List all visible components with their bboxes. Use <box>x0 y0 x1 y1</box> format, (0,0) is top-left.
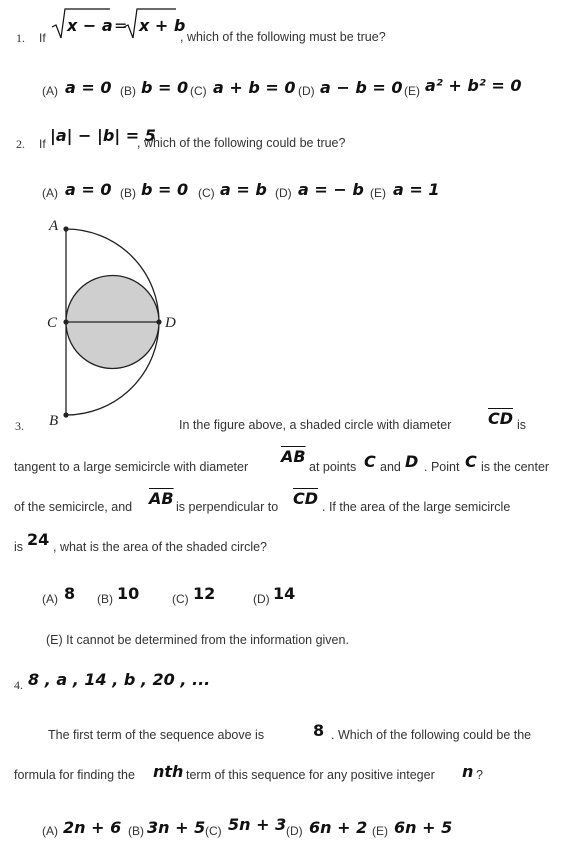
q3-line3-a: of the semicircle, and <box>14 500 133 514</box>
q3-choice-c[interactable]: 12 <box>193 584 216 603</box>
q4-choice-b[interactable]: 3n + 5 <box>147 818 206 837</box>
q2-choice-d-letter[interactable]: (D) <box>275 186 292 200</box>
q3-number: 3. <box>15 419 24 433</box>
q1-prompt: , which of the following must be true? <box>180 30 386 44</box>
q3-line3-b: is perpendicular to <box>176 500 279 514</box>
q2-choice-d[interactable]: a = − b <box>298 180 364 199</box>
q2-choice-c-letter[interactable]: (C) <box>198 186 215 200</box>
q3-line2-b: at points <box>309 460 357 474</box>
q3-choice-b-letter[interactable]: (B) <box>97 592 113 606</box>
q2-if: If <box>39 137 46 151</box>
q3-choice-d[interactable]: 14 <box>273 584 296 603</box>
q1-number: 1. <box>16 31 25 45</box>
q1-choice-b[interactable]: b = 0 <box>141 78 189 97</box>
label-a: A <box>49 218 59 234</box>
q4-choice-e[interactable]: 6n + 5 <box>394 818 453 837</box>
q1-choice-d-letter[interactable]: (D) <box>298 84 315 98</box>
point-b <box>63 412 68 417</box>
q4-choice-c-letter[interactable]: (C) <box>205 824 222 838</box>
q1-radical-equation <box>50 6 186 40</box>
q1-choice-a-letter[interactable]: (A) <box>42 84 58 98</box>
q3-area: 24 <box>27 530 50 549</box>
q3-choice-a[interactable]: 8 <box>64 584 76 603</box>
q3-pt-c-2: C <box>465 452 477 471</box>
q4-line2-b: term of this sequence for any positive integer <box>186 768 435 782</box>
q1-choice-d[interactable]: a − b = 0 <box>320 78 403 97</box>
q4-nth: nth <box>153 762 184 781</box>
q2-abs-expression: |a| − |b| = 5 <box>50 126 156 145</box>
q2-prompt: , which of the following could be true? <box>137 136 346 150</box>
q4-line1-b: . Which of the following could be the <box>331 728 532 742</box>
q1-choice-a[interactable]: a = 0 <box>65 78 112 97</box>
q4-first-term: 8 <box>313 721 325 740</box>
q3-choice-b[interactable]: 10 <box>117 584 140 603</box>
q4-choice-a[interactable]: 2n + 6 <box>63 818 122 837</box>
q2-choice-e-letter[interactable]: (E) <box>370 186 386 200</box>
q3-line4-b: , what is the area of the shaded circle? <box>53 540 268 554</box>
q4-sequence: 8 , a , 14 , b , 20 , ... <box>28 670 211 689</box>
q3-line4-a: is <box>14 540 24 554</box>
label-b: B <box>49 413 59 429</box>
q3-seg-cd-2: $\overline{CD}$ <box>293 489 319 508</box>
label-d: D <box>165 315 176 331</box>
q3-line3-c: . If the area of the large semicircle <box>322 500 511 514</box>
q3-seg-ab-1: $\overline{AB}$ <box>281 447 306 466</box>
q1-equals: = <box>114 16 128 35</box>
label-c: C <box>47 315 58 331</box>
q3-line2-c: . Point <box>424 460 460 474</box>
q3-choice-d-letter[interactable]: (D) <box>253 592 270 606</box>
q1-right-radicand: x + b <box>139 16 186 35</box>
q1-left-radicand: x − a <box>67 16 113 35</box>
q3-choice-e[interactable]: (E) It cannot be determined from the information given. <box>46 633 349 647</box>
q2-number: 2. <box>16 137 25 151</box>
q3-seg-ab-2: $\overline{AB}$ <box>149 489 174 508</box>
q1-choice-c[interactable]: a + b = 0 <box>213 78 296 97</box>
q1-if: If <box>39 31 46 45</box>
q4-choice-d[interactable]: 6n + 2 <box>309 818 368 837</box>
q3-line2-a: tangent to a large semicircle with diameter <box>14 460 249 474</box>
q4-line1-a: The first term of the sequence above is <box>48 728 265 742</box>
q4-choice-e-letter[interactable]: (E) <box>372 824 388 838</box>
q4-line2-c: ? <box>476 768 483 782</box>
q3-choice-c-letter[interactable]: (C) <box>172 592 189 606</box>
q2-choice-a[interactable]: a = 0 <box>65 180 112 199</box>
q1-choice-c-letter[interactable]: (C) <box>190 84 207 98</box>
point-c <box>63 319 68 324</box>
q4-n: n <box>462 762 474 781</box>
q4-number: 4. <box>14 678 23 692</box>
q3-pt-c: C <box>364 452 376 471</box>
q3-choice-a-letter[interactable]: (A) <box>42 592 58 606</box>
q3-seg-cd-1: $\overline{CD}$ <box>488 409 514 428</box>
q2-choice-a-letter[interactable]: (A) <box>42 186 58 200</box>
q3-figure <box>40 210 190 430</box>
q4-choice-c[interactable]: 5n + 3 <box>228 815 287 834</box>
q3-pt-d: D <box>405 452 419 471</box>
q4-choice-d-letter[interactable]: (D) <box>286 824 303 838</box>
q2-choice-b-letter[interactable]: (B) <box>120 186 136 200</box>
q3-line2-d: is the center <box>481 460 550 474</box>
q3-line1-text: In the figure above, a shaded circle with diameter <box>179 418 452 432</box>
q1-choice-b-letter[interactable]: (B) <box>120 84 136 98</box>
q2-choice-e[interactable]: a = 1 <box>393 180 440 199</box>
q4-choice-a-letter[interactable]: (A) <box>42 824 58 838</box>
point-a <box>63 226 68 231</box>
q4-choice-b-letter[interactable]: (B) <box>128 824 144 838</box>
q1-choice-e-letter[interactable]: (E) <box>404 84 420 98</box>
q2-choice-c[interactable]: a = b <box>220 180 267 199</box>
q4-line2-a: formula for finding the <box>14 768 135 782</box>
q3-is: is <box>517 418 527 432</box>
q3-and: and <box>380 460 401 474</box>
q2-choice-b[interactable]: b = 0 <box>141 180 189 199</box>
q1-choice-e[interactable]: a² + b² = 0 <box>425 76 522 95</box>
point-d <box>156 319 161 324</box>
